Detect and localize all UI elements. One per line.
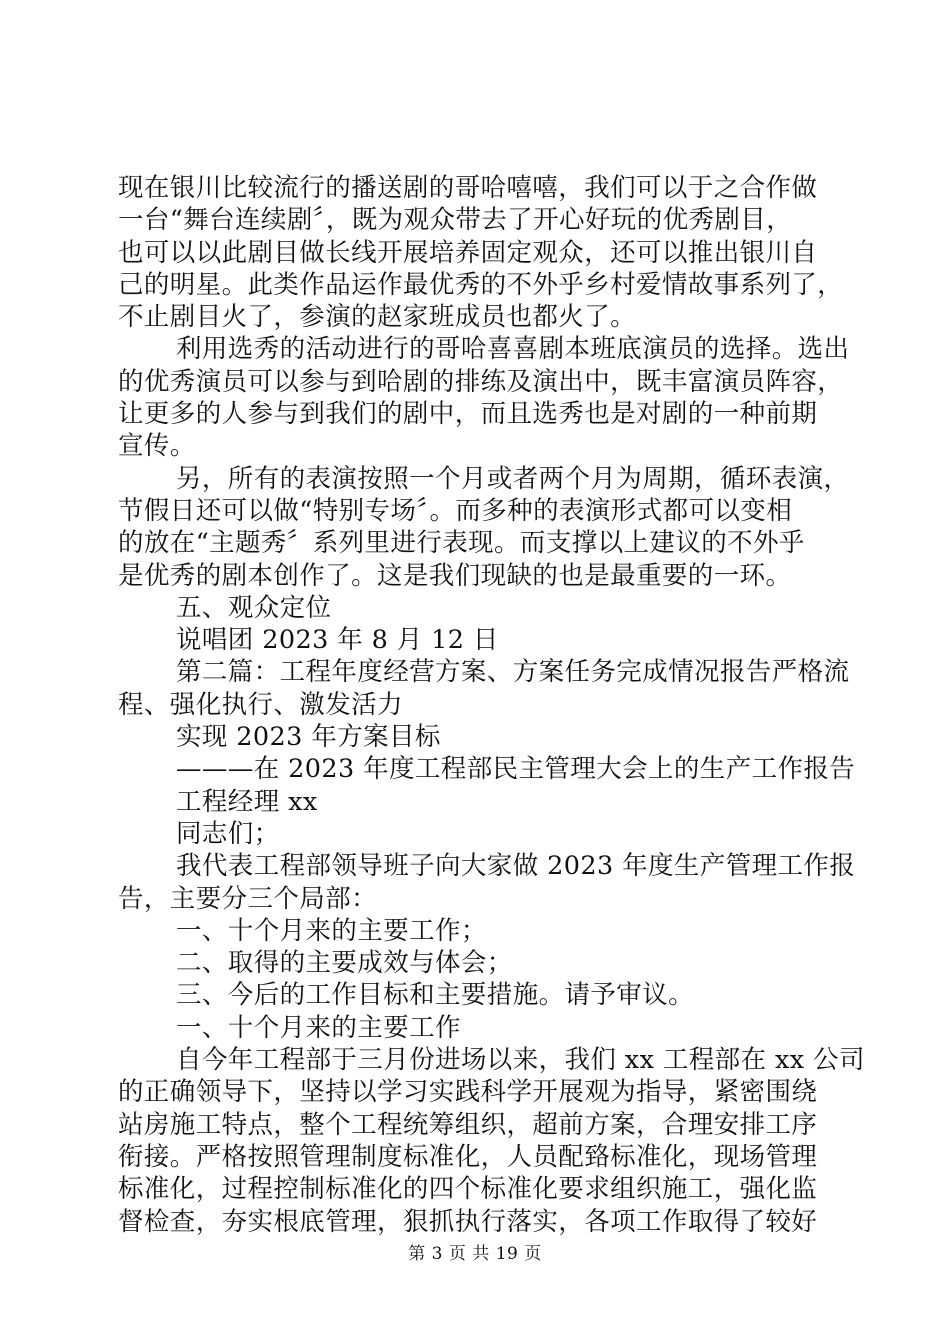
text-line: 的放在“主题秀〞系列里进行表现。而支撑以上建议的不外乎: [118, 528, 805, 559]
text-line: 的正确领导下，坚持以学习实践科学开展观为指导，紧密围绕: [118, 1077, 818, 1108]
section-heading: 一、十个月来的主要工作: [176, 1012, 461, 1043]
text-line: 现在银川比较流行的播送剧的哥哈嘻嘻，我们可以于之合作做: [118, 173, 818, 203]
author-line: 工程经理 xx: [176, 786, 318, 817]
outline-item: 二、取得的主要成效与体会；: [176, 948, 513, 979]
text-line: 己的明星。此类作品运作最优秀的不外乎乡村爱情故事系列了，: [118, 269, 844, 300]
report-occasion-line: ———在 2023 年度工程部民主管理大会上的生产工作报告: [176, 754, 856, 785]
text-line: 是优秀的剧本创作了。这是我们现缺的也是最重要的一环。: [118, 560, 792, 591]
text-line: 一台“舞台连续剧〞，既为观众带去了开心好玩的优秀剧目，: [118, 205, 793, 236]
article-title-line: 程、强化执行、激发活力: [118, 689, 403, 720]
text-line: 督检查，夯实根底管理，狠抓执行落实，各项工作取得了较好: [118, 1206, 818, 1237]
paragraph-start-line: 我代表工程部领导班子向大家做 2023 年度生产管理工作报: [176, 851, 856, 882]
text-line: 标准化，过程控制标准化的四个标准化要求组织施工，强化监: [118, 1174, 818, 1205]
text-line: 让更多的人参与到我们的剧中，而且选秀也是对剧的一种前期: [118, 399, 818, 430]
article-title-line: 第二篇：工程年度经营方案、方案任务完成情况报告严格流: [176, 657, 850, 688]
paragraph-start-line: 自今年工程部于三月份进场以来，我们 xx 工程部在 xx 公司: [176, 1045, 865, 1076]
signature-date-line: 说唱团 2023 年 8 月 12 日: [176, 625, 499, 656]
section-heading: 五、观众定位: [176, 592, 332, 623]
outline-item: 三、今后的工作目标和主要措施。请予审议。: [176, 980, 695, 1011]
text-line: 不止剧目火了，参演的赵家班成员也都火了。: [118, 302, 637, 333]
text-line: 的优秀演员可以参与到哈剧的排练及演出中，既丰富演员阵容，: [118, 366, 844, 397]
salutation-line: 同志们；: [176, 818, 280, 849]
paragraph-start-line: 另，所有的表演按照一个月或者两个月为周期，循环表演，: [176, 463, 850, 494]
text-line: 衔接。严格按照管理制度标准化，人员配臵标准化，现场管理: [118, 1141, 818, 1172]
document-body: [118, 172, 865, 1238]
text-line: 站房施工特点，整个工程统筹组织，超前方案，合理安排工序: [118, 1109, 818, 1140]
text-line: 也可以以此剧目做长线开展培养固定观众，还可以推出银川自: [118, 237, 818, 268]
outline-item: 一、十个月来的主要工作；: [176, 915, 487, 946]
paragraph-start-line: 利用选秀的活动进行的哥哈喜喜剧本班底演员的选择。选出: [176, 334, 850, 365]
text-line: 节假日还可以做“特别专场〞。而多种的表演形式都可以变相: [118, 495, 793, 526]
page-number-footer: 第 3 页 共 19 页: [408, 1244, 542, 1264]
text-line: 告，主要分三个局部：: [118, 883, 378, 914]
text-line: 宣传。: [118, 431, 196, 462]
article-subtitle-line: 实现 2023 年方案目标: [176, 722, 441, 753]
